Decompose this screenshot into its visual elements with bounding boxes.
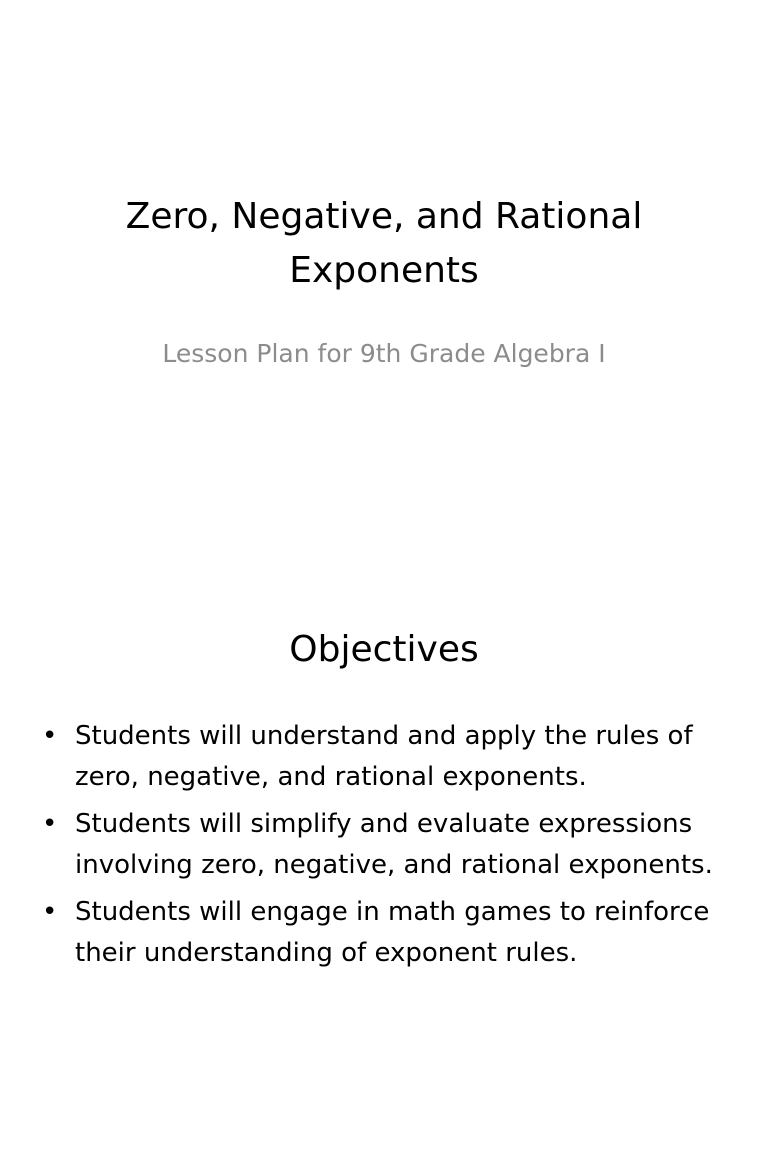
objectives-list [38, 716, 718, 980]
objective-item [38, 892, 718, 974]
objectives-title: Objectives [289, 629, 479, 670]
lesson-title [60, 190, 708, 298]
objective-text: Students will engage in math games to reinforce their understanding of exponent rules. [75, 897, 710, 968]
bullet-icon: • [42, 721, 58, 751]
lesson-subtitle: Lesson Plan for 9th Grade Algebra I [162, 339, 606, 368]
objective-item [38, 804, 718, 886]
objectives-slide [0, 576, 768, 1152]
bullet-icon: • [42, 897, 58, 927]
lesson-title-line-2: Exponents [289, 250, 479, 291]
bullet-icon: • [42, 809, 58, 839]
objective-item [38, 716, 718, 798]
objective-text: Students will understand and apply the rules of zero, negative, and rational exponents. [75, 721, 693, 792]
objective-text: Students will simplify and evaluate expressions involving zero, negative, and rational exponents. [75, 809, 713, 880]
lesson-title-line-1: Zero, Negative, and Rational [125, 196, 643, 237]
